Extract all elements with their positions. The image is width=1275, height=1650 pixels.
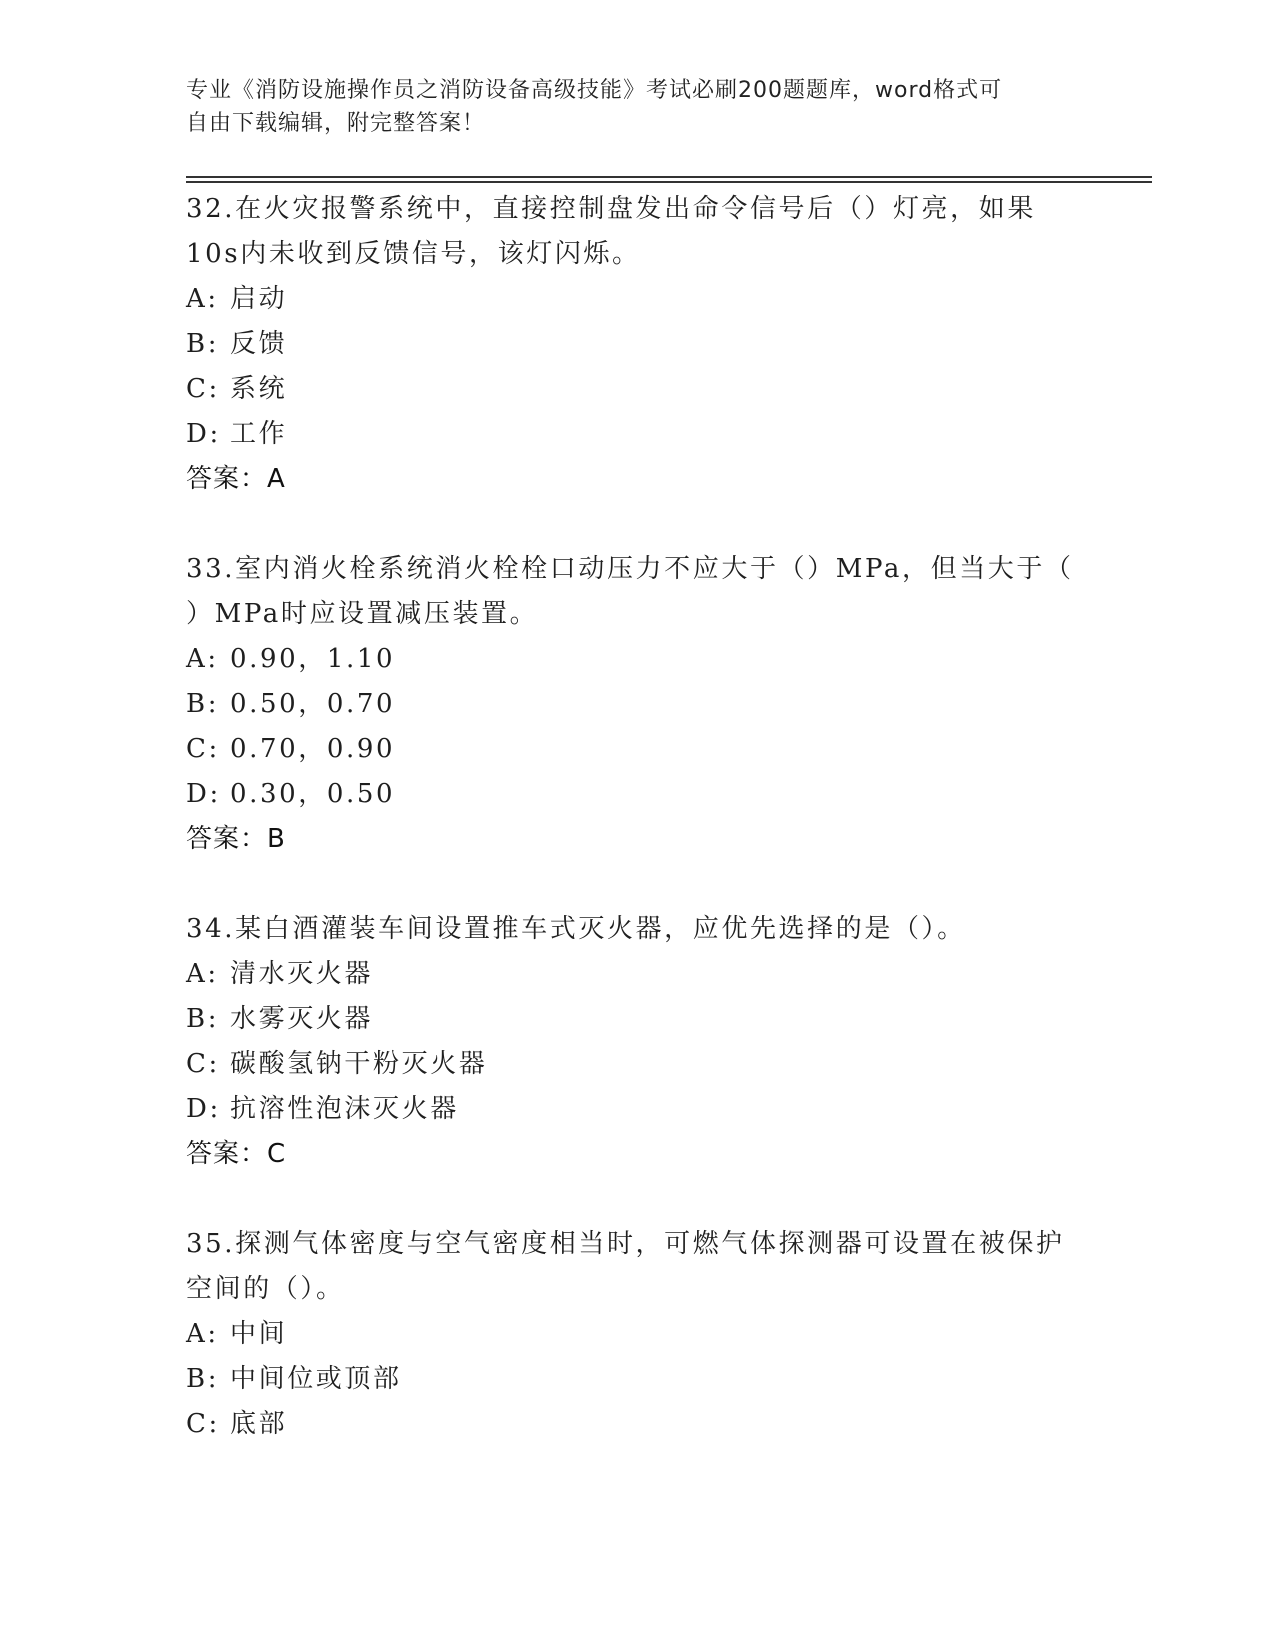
question-32 (186, 187, 1086, 502)
option-d (186, 412, 1086, 457)
option-text: 0.50，0.70 (230, 689, 396, 719)
option-c (186, 1042, 1086, 1087)
option-letter: B: (186, 1004, 220, 1034)
question-stem-line: 34.某白酒灌装车间设置推车式灭火器，应优先选择的是（）。 (186, 914, 966, 944)
option-b (186, 1357, 1086, 1402)
option-d (186, 772, 1086, 817)
option-text: 水雾灭火器 (230, 1004, 374, 1034)
option-text: 0.30，0.50 (230, 779, 396, 809)
question-stem-line: 10s内未收到反馈信号，该灯闪烁。 (186, 239, 641, 269)
option-letter: A: (186, 959, 219, 989)
option-text: 中间 (230, 1319, 288, 1349)
option-text: 0.70，0.90 (230, 734, 396, 764)
option-text: 0.90，1.10 (230, 644, 396, 674)
question-stem-line: ）MPa时应设置减压装置。 (186, 599, 539, 629)
option-c (186, 727, 1086, 772)
option-b (186, 997, 1086, 1042)
option-d (186, 1087, 1086, 1132)
option-c (186, 367, 1086, 412)
option-letter: B: (186, 689, 220, 719)
option-letter: C: (186, 734, 220, 764)
header-line-1: 专业《消防设施操作员之消防设备高级技能》考试必刷200题题库，word格式可 (186, 78, 1003, 103)
option-letter: A: (186, 1319, 219, 1349)
option-a (186, 1312, 1086, 1357)
header-divider-top (186, 176, 1152, 178)
option-letter: C: (186, 1049, 220, 1079)
header-line-2: 自由下载编辑，附完整答案！ (186, 111, 486, 136)
answer-line: 答案：C (186, 1139, 287, 1169)
option-letter: D: (186, 779, 221, 809)
option-text: 抗溶性泡沫灭火器 (230, 1094, 459, 1124)
option-letter: C: (186, 1409, 220, 1439)
option-text: 反馈 (230, 329, 288, 359)
answer-line: 答案：A (186, 464, 286, 494)
option-letter: B: (186, 1364, 220, 1394)
question-stem-line: 33.室内消火栓系统消火栓栓口动压力不应大于（）MPa，但当大于（ (186, 554, 1074, 584)
option-letter: D: (186, 419, 221, 449)
document-header (186, 74, 1086, 140)
option-letter: D: (186, 1094, 221, 1124)
header-divider-bottom (186, 181, 1152, 183)
option-a (186, 637, 1086, 682)
option-letter: A: (186, 284, 219, 314)
question-stem-line: 35.探测气体密度与空气密度相当时，可燃气体探测器可设置在被保护 (186, 1229, 1065, 1259)
option-text: 系统 (230, 374, 288, 404)
option-letter: C: (186, 374, 220, 404)
option-a (186, 277, 1086, 322)
option-b (186, 682, 1086, 727)
answer-line: 答案：B (186, 824, 286, 854)
option-text: 底部 (230, 1409, 288, 1439)
option-text: 工作 (230, 419, 288, 449)
question-33 (186, 547, 1086, 862)
option-letter: B: (186, 329, 220, 359)
option-b (186, 322, 1086, 367)
option-text: 清水灭火器 (230, 959, 374, 989)
option-text: 启动 (230, 284, 288, 314)
question-34 (186, 907, 1086, 1177)
option-letter: A: (186, 644, 219, 674)
question-35 (186, 1222, 1086, 1447)
question-list (186, 187, 1086, 1492)
option-text: 碳酸氢钠干粉灭火器 (230, 1049, 488, 1079)
option-text: 中间位或顶部 (230, 1364, 402, 1394)
question-stem-line: 空间的（）。 (186, 1274, 345, 1304)
option-a (186, 952, 1086, 997)
question-stem-line: 32.在火灾报警系统中，直接控制盘发出命令信号后（）灯亮，如果 (186, 194, 1036, 224)
option-c (186, 1402, 1086, 1447)
